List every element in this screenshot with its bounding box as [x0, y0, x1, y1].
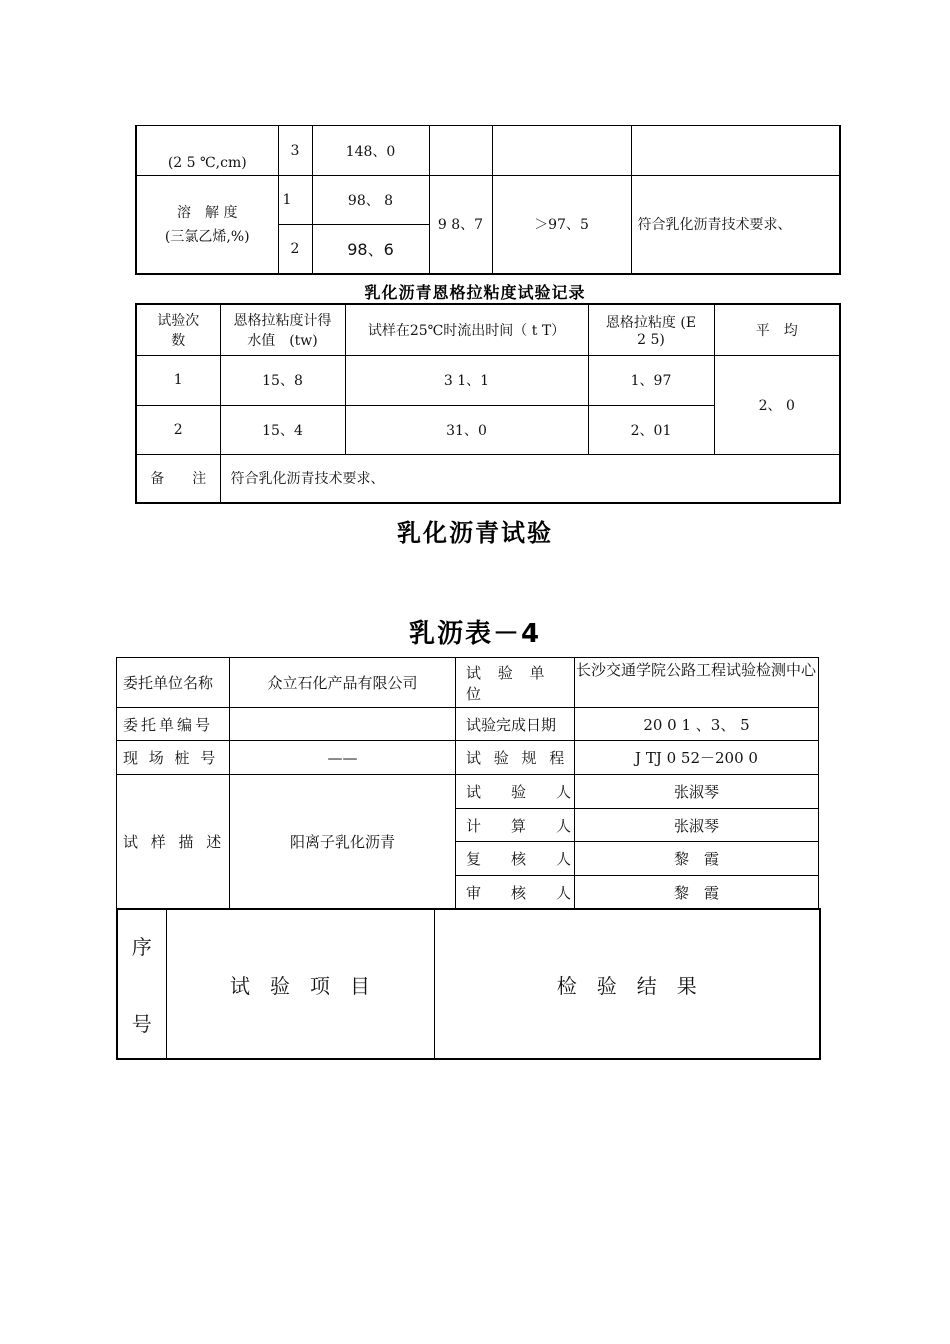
- solubility-label: [136, 176, 278, 274]
- tester-label: 试 验 人: [456, 775, 575, 809]
- seq-header: [117, 909, 166, 1059]
- row-1-time: 3 1、1: [345, 355, 588, 405]
- header-water-value: 恩格拉粘度计得水值 (tw): [220, 304, 345, 355]
- prev-row-value: 148、0: [312, 126, 429, 176]
- table-title: 乳沥表－4: [408, 619, 542, 649]
- row-2-time: 31、0: [345, 405, 588, 454]
- client-label: 委托单位名称: [117, 658, 230, 708]
- solubility-label-line1: 溶 解 度: [177, 205, 238, 222]
- seq-header-top: 序: [131, 935, 152, 959]
- empty-cell: [429, 126, 492, 176]
- prev-row-label: (2 5 ℃,cm): [136, 126, 278, 176]
- lab-value: 长沙交通学院公路工程试验检测中心: [575, 658, 819, 708]
- review-value: 黎 霞: [575, 842, 819, 876]
- result-header: 检 验 结 果: [434, 909, 820, 1059]
- solubility-label-line2: (三氯乙烯,%): [164, 229, 250, 246]
- empty-cell: [492, 126, 631, 176]
- row-2-water: 15、4: [220, 405, 345, 454]
- row-2-count: 2: [136, 405, 220, 454]
- info-table: [116, 657, 819, 909]
- row-1-water: 15、8: [220, 355, 345, 405]
- date-label: 试验完成日期: [456, 708, 575, 741]
- section-title: 乳化沥青试验: [397, 519, 553, 547]
- sample-value: 阳离子乳化沥青: [230, 775, 456, 909]
- remark-label: 备 注: [136, 454, 220, 503]
- solubility-conclusion: 符合乳化沥青技术要求、: [631, 176, 840, 274]
- header-test-count: 试验次数: [136, 304, 220, 355]
- station-value: ——: [230, 741, 456, 775]
- item-header: 试 验 项 目: [166, 909, 434, 1059]
- lab-label: 试 验 单 位: [456, 658, 575, 708]
- spec-value: J TJ 0 52－200 0: [575, 741, 819, 775]
- solubility-average: 9 8、7: [429, 176, 492, 274]
- date-value: 20 0 1 、3、 5: [575, 708, 819, 741]
- solubility-table: [135, 125, 841, 275]
- tester-value: 张淑琴: [575, 775, 819, 809]
- header-flow-time: 试样在25℃时流出时间（ t T）: [345, 304, 588, 355]
- average-value: 2、 0: [714, 355, 840, 454]
- header-average: 平 均: [714, 304, 840, 355]
- spec-label: 试 验 规 程: [456, 741, 575, 775]
- order-value: [230, 708, 456, 741]
- row-1-viscosity: 1、97: [588, 355, 714, 405]
- sample-label: 试 样 描 述: [117, 775, 230, 909]
- client-value: 众立石化产品有限公司: [230, 658, 456, 708]
- prev-row-index: 3: [278, 126, 312, 176]
- empty-cell: [631, 126, 840, 176]
- order-label: 委托单编号: [117, 708, 230, 741]
- solubility-spec: ＞97、5: [492, 176, 631, 274]
- solubility-index-1: 1: [278, 176, 312, 225]
- remark-text: 符合乳化沥青技术要求、: [220, 454, 840, 503]
- row-1-count: 1: [136, 355, 220, 405]
- solubility-value-1: 98、 8: [312, 176, 429, 225]
- calc-value: 张淑琴: [575, 809, 819, 842]
- results-table: [116, 908, 821, 1060]
- header-engler-viscosity: 恩格拉粘度 (E 2 5): [588, 304, 714, 355]
- row-2-viscosity: 2、01: [588, 405, 714, 454]
- solubility-index-2: 2: [278, 225, 312, 274]
- engler-table: [135, 303, 841, 504]
- engler-title: 乳化沥青恩格拉粘度试验记录: [364, 283, 586, 302]
- calc-label: 计 算 人: [456, 809, 575, 842]
- station-label: 现 场 桩 号: [117, 741, 230, 775]
- solubility-value-2: 98、6: [312, 225, 429, 274]
- audit-label: 审 核 人: [456, 876, 575, 909]
- audit-value: 黎 霞: [575, 876, 819, 909]
- seq-header-bottom: 号: [131, 1012, 152, 1036]
- review-label: 复 核 人: [456, 842, 575, 876]
